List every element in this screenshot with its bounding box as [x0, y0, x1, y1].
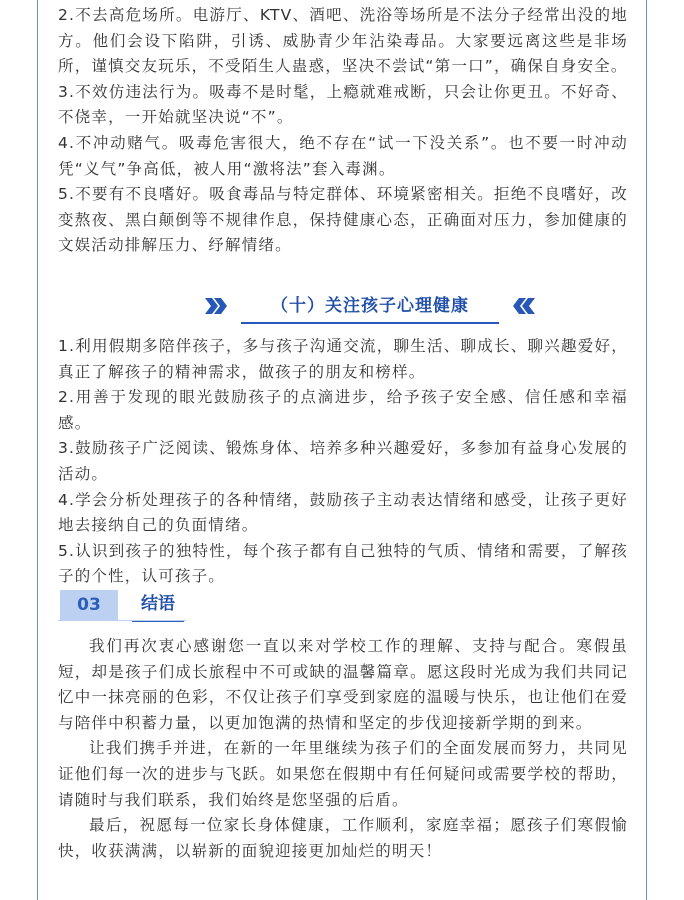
double-chevron-left-icon: [513, 298, 535, 314]
list-item: 1.利用假期多陪伴孩子，多与孩子沟通交流，聊生活、聊成长、聊兴趣爱好，真正了解孩子的精神需求，做孩子的朋友和榜样。: [58, 337, 628, 381]
part-number-badge: 03: [60, 590, 118, 620]
closing-remarks: [58, 634, 628, 864]
list-item: 3.不效仿违法行为。吸毒不是时髦，上瘾就难戒断，只会让你更丑。不好奇、不侥幸，一开始就坚决说“不”。: [58, 82, 628, 127]
section-heading: [205, 290, 535, 324]
closing-paragraph: 最后，祝愿每一位家长身体健康，工作顺利，家庭幸福；愿孩子们寒假愉快，收获满满，以崭新的面貌迎接更加灿烂的明天！: [58, 816, 628, 860]
part-heading: [58, 590, 258, 622]
closing-paragraph: 我们再次衷心感谢您一直以来对学校工作的理解、支持与配合。寒假虽短，却是孩子们成长旅程中不可或缺的温馨篇章。愿这段时光成为我们共同记忆中一抹亮丽的色彩，不仅让孩子们享受到家庭的温暖与快乐，也让他们在爱与陪伴中积蓄力量，以更加饱满的热情和坚定的步伐迎接新学期的到来。: [58, 637, 628, 732]
part-title: 结语: [132, 590, 184, 622]
list-item: 5.认识到孩子的独特性，每个孩子都有自己独特的气质、情绪和需要，了解孩子的个性，认可孩子。: [58, 541, 628, 586]
list-item: 5.不要有不良嗜好。吸食毒品与特定群体、环境紧密相关。拒绝不良嗜好，改变熬夜、黑白颠倒等不规律作息，保持健康心态，正确面对压力，参加健康的文娱活动排解压力、纾解情绪。: [58, 185, 628, 255]
list-item: 2.用善于发现的眼光鼓励孩子的点滴进步，给予孩子安全感、信任感和幸福感。: [58, 388, 628, 432]
drug-prevention-list: [58, 3, 628, 259]
double-chevron-right-icon: [205, 298, 227, 314]
list-item: 2.不去高危场所。电游厅、KTV、酒吧、洗浴等场所是不法分子经常出没的地方。他们会设下陷阱，引诱、威胁青少年沾染毒品。大家要远离这些是非场所，谨慎交友玩乐，不受陌生人蛊惑，坚决不尝试“第一口”，确保自身安全。: [58, 6, 628, 76]
part-underline: [58, 620, 186, 621]
section-title: （十）关注孩子心理健康: [271, 296, 469, 316]
list-item: 4.不冲动赌气。吸毒危害很大，绝不存在“试一下没关系”。也不要一时冲动凭“义气”争高低，被人用“激将法”套入毒渊。: [58, 133, 628, 178]
closing-paragraph: 让我们携手并进，在新的一年里继续为孩子们的全面发展而努力，共同见证他们每一次的进步与飞跃。如果您在假期中有任何疑问或需要学校的帮助，请随时与我们联系，我们始终是您坚强的后盾。: [58, 739, 628, 809]
list-item: 3.鼓励孩子广泛阅读、锻炼身体、培养多种兴趣爱好，多参加有益身心发展的活动。: [58, 439, 628, 483]
mental-health-list: [58, 334, 628, 590]
list-item: 4.学会分析处理孩子的各种情绪，鼓励孩子主动表达情绪和感受，让孩子更好地去接纳自己的负面情绪。: [58, 490, 628, 535]
